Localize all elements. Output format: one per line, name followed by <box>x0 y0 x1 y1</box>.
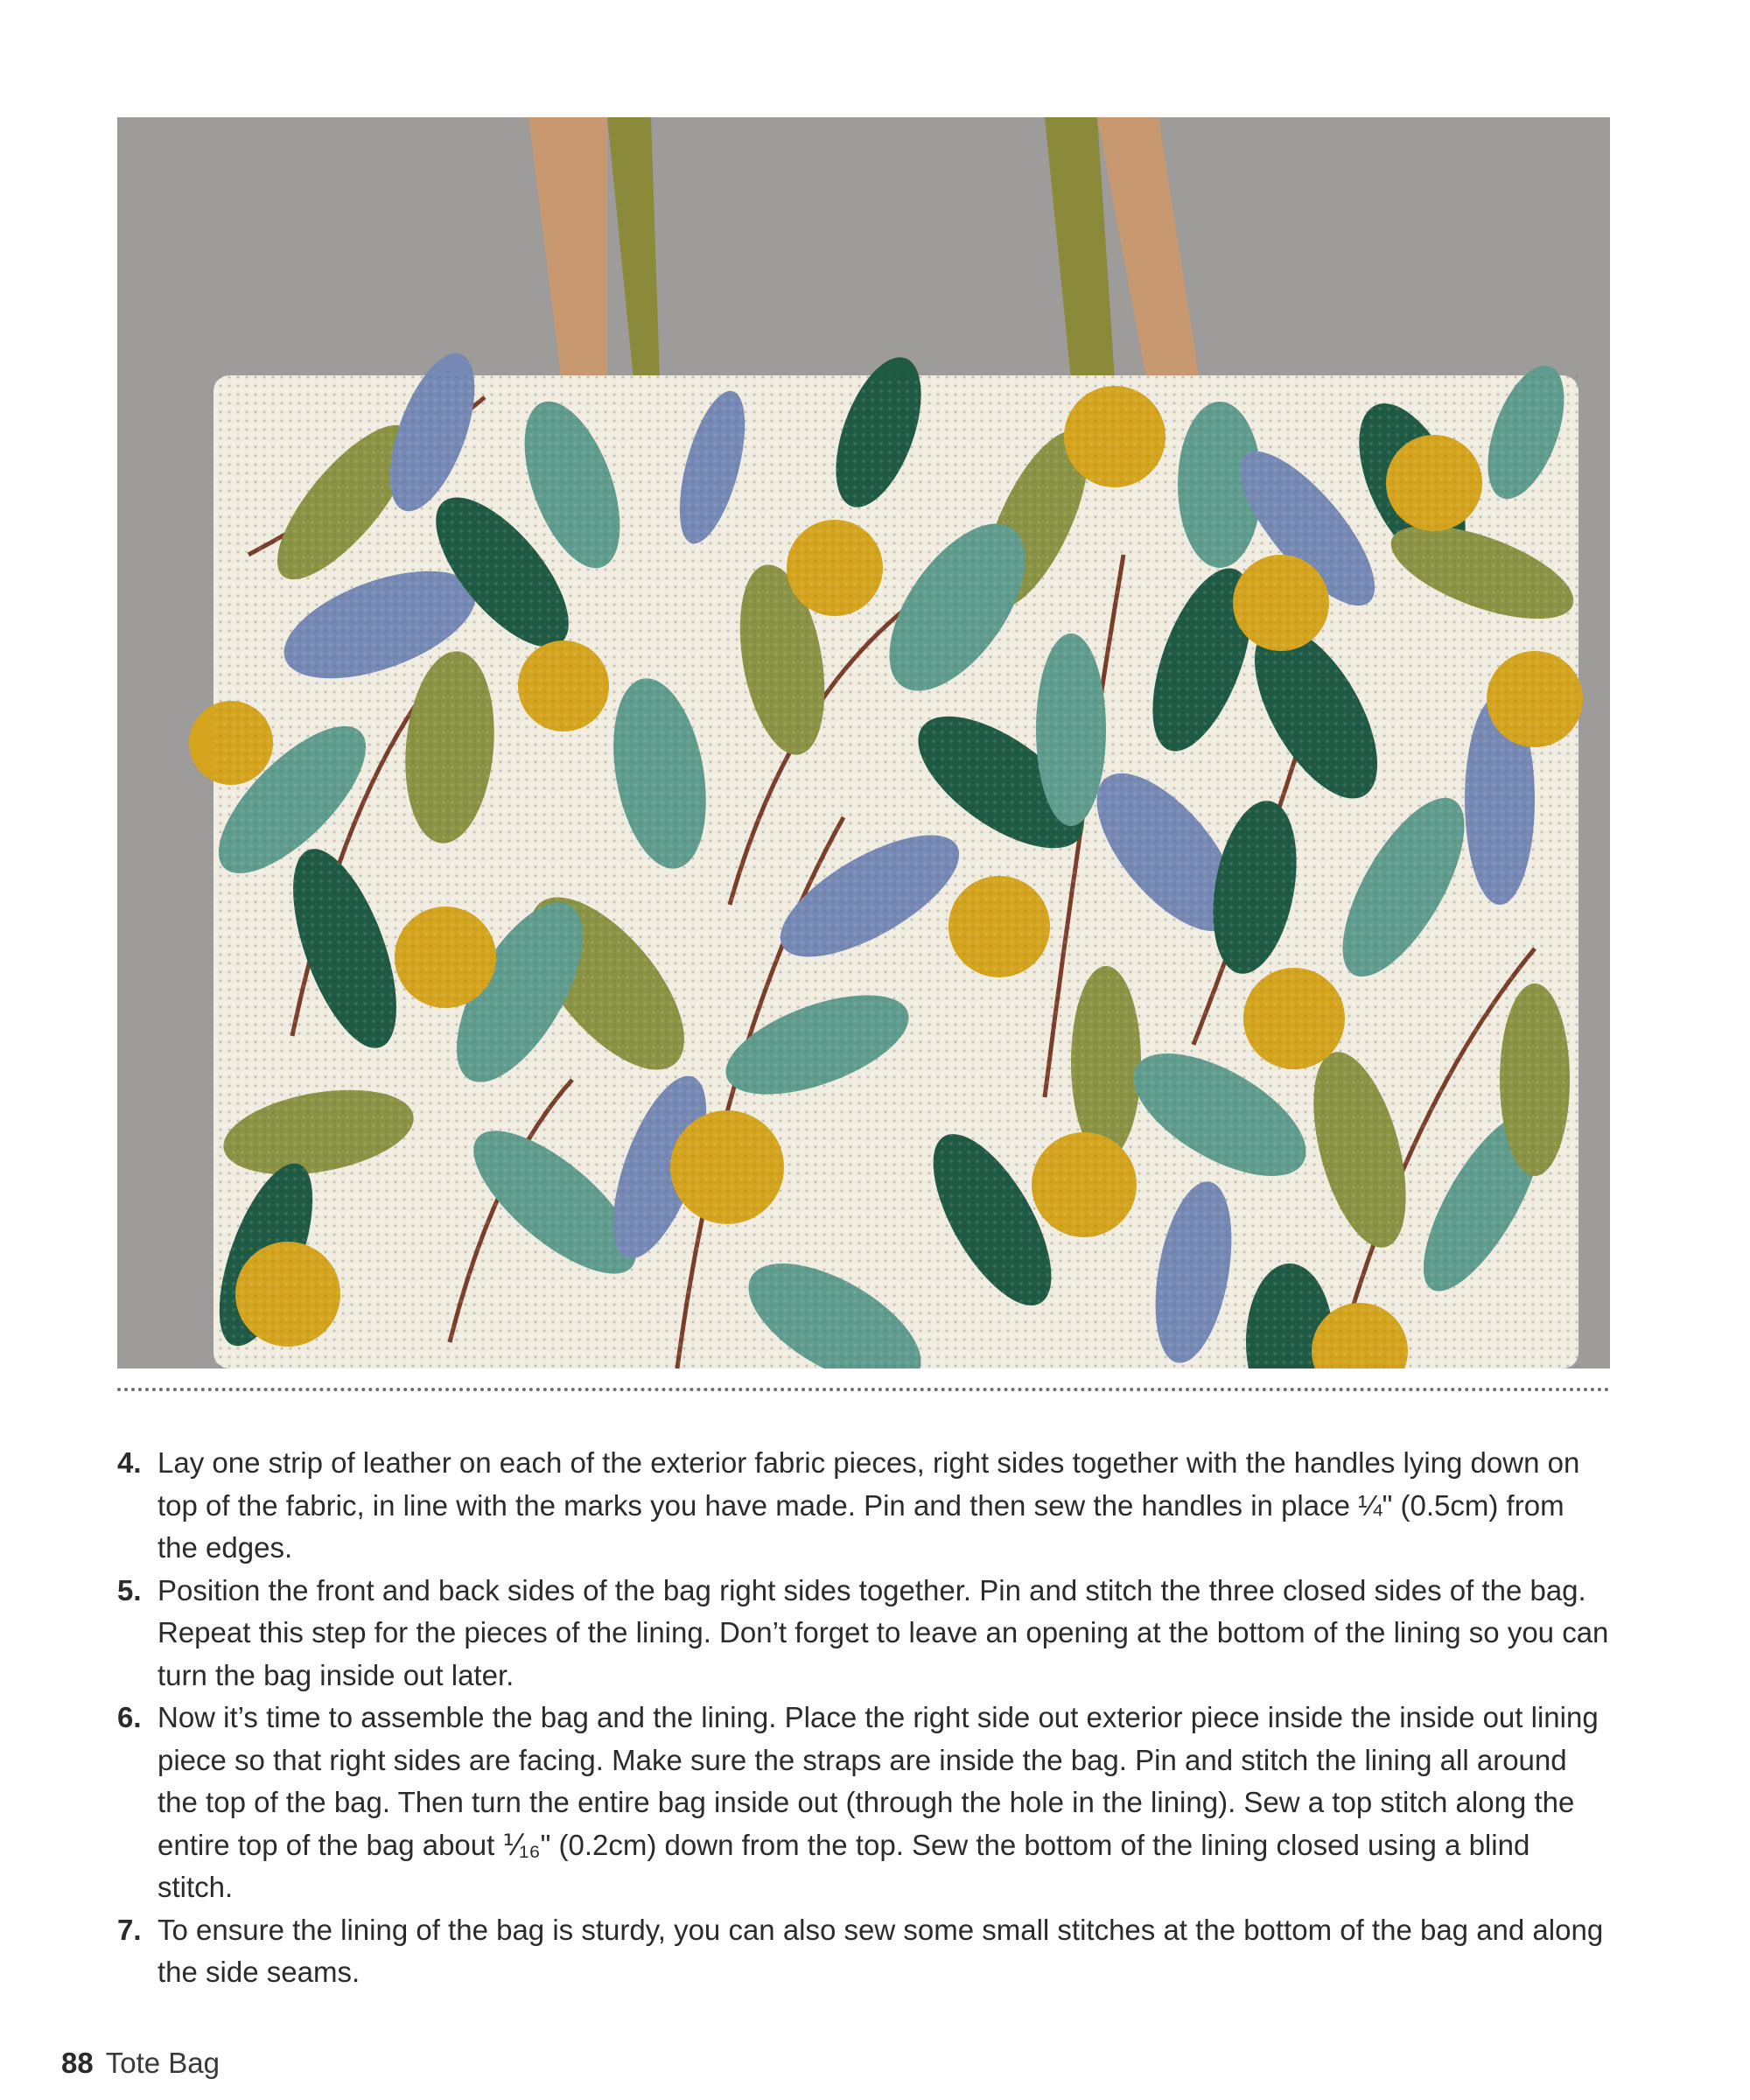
step-text: Lay one strip of leather on each of the exterior fabric pieces, right sides together with the handles lying down on top of the fabric, in line with the marks you have made. Pin and then sew the handles in place ¼" (0.5cm) from the edges. <box>158 1446 1580 1564</box>
step-number: 4. <box>117 1446 142 1479</box>
instruction-steps <box>117 1442 1610 1994</box>
page-footer <box>61 2046 220 2081</box>
section-title: Tote Bag <box>105 2047 220 2079</box>
step-number: 7. <box>117 1913 142 1946</box>
page-number: 88 <box>61 2047 94 2079</box>
step-item <box>117 1570 1610 1698</box>
step-text: Now it’s time to assemble the bag and the lining. Place the right side out exterior piece inside the inside out lining piece so that right sides are facing. Make sure the straps are inside the bag. Pin and stitch the lining all around the top of the bag. Then turn the entire bag inside out (through the hole in the lining). Sew a top stitch along the entire top of the bag about ⅟₁₆" (0.2cm) down from the top. Sew the bottom of the lining closed using a blind stitch. <box>158 1701 1599 1903</box>
step-item <box>117 1697 1610 1909</box>
dotted-divider <box>117 1388 1610 1391</box>
tote-bag-illustration <box>117 117 1610 1368</box>
step-number: 5. <box>117 1573 142 1606</box>
step-number: 6. <box>117 1701 142 1733</box>
step-item <box>117 1442 1610 1570</box>
tote-bag-photo <box>117 117 1610 1368</box>
step-text: To ensure the lining of the bag is sturdy, you can also sew some small stitches at the bottom of the bag and along the side seams. <box>158 1913 1604 1988</box>
step-text: Position the front and back sides of the bag right sides together. Pin and stitch the three closed sides of the bag. Repeat this step for the pieces of the lining. Don’t forget to leave an opening at the bottom of the lining so you can turn the bag inside out later. <box>158 1573 1609 1691</box>
step-item <box>117 1909 1610 1994</box>
